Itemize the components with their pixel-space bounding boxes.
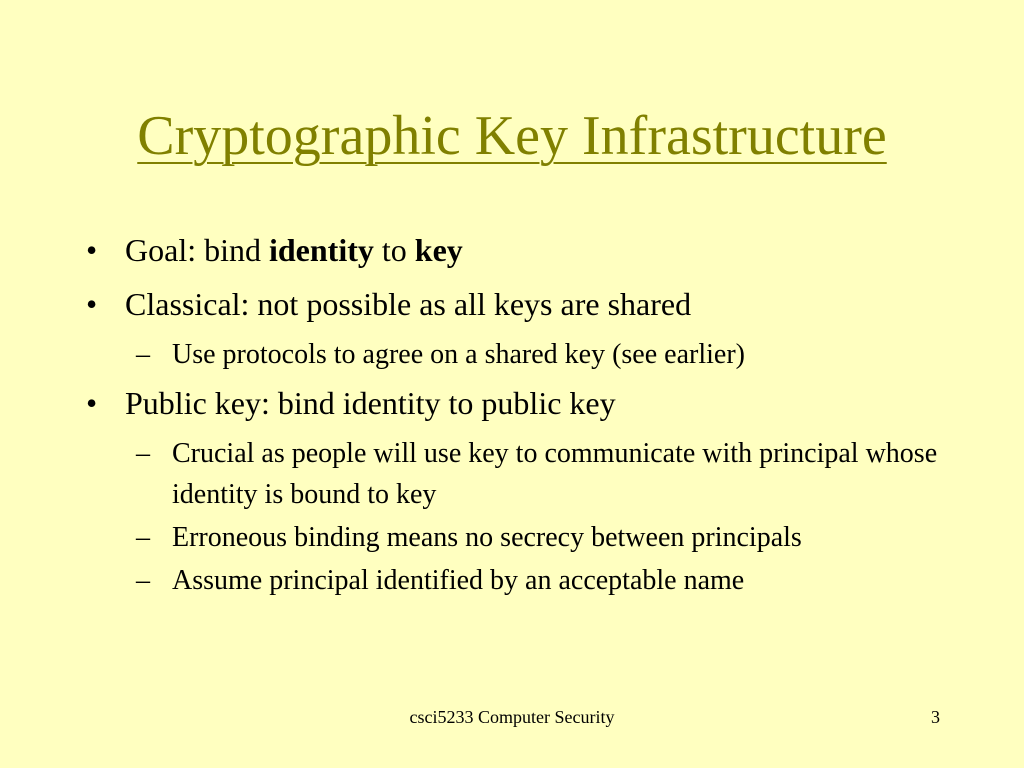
sub-bullet-crucial-text: Crucial as people will use key to communicate with principal whose identity is bound to key [172, 438, 938, 510]
bullet-classical-text: Classical: not possible as all keys are shared [125, 286, 692, 322]
sub-bullet-crucial [86, 433, 946, 515]
bullet-glyph: • [86, 385, 98, 421]
bullet-public-key [86, 383, 946, 423]
bullet-goal-seg-identity: identity [268, 232, 374, 268]
bullet-goal-seg-2: to [373, 232, 415, 268]
sub-bullet-assume [86, 560, 946, 601]
footer-course: csci5233 Computer Security [409, 707, 615, 727]
dash-glyph: – [136, 339, 150, 370]
dash-glyph: – [136, 565, 150, 596]
footer-page-number: 3 [931, 707, 940, 727]
sub-bullet-protocols [86, 334, 946, 375]
bullet-goal [86, 230, 946, 270]
bullet-goal-seg-0: Goal: bind [125, 232, 269, 268]
bullet-classical [86, 284, 946, 324]
sub-bullet-erroneous-text: Erroneous binding means no secrecy between principals [172, 522, 802, 553]
dash-glyph: – [136, 522, 150, 553]
bullet-glyph: • [86, 232, 98, 268]
sub-bullet-protocols-text: Use protocols to agree on a shared key (see earlier) [172, 339, 745, 370]
sub-bullet-assume-text: Assume principal identified by an acceptable name [172, 565, 745, 596]
slide-content [86, 230, 946, 609]
bullet-goal-seg-key: key [414, 232, 463, 268]
dash-glyph: – [136, 438, 150, 469]
slide-title: Cryptographic Key Infrastructure [137, 105, 887, 167]
bullet-public-key-text: Public key: bind identity to public key [125, 385, 616, 421]
sub-bullet-erroneous [86, 517, 946, 558]
bullet-glyph: • [86, 286, 98, 322]
